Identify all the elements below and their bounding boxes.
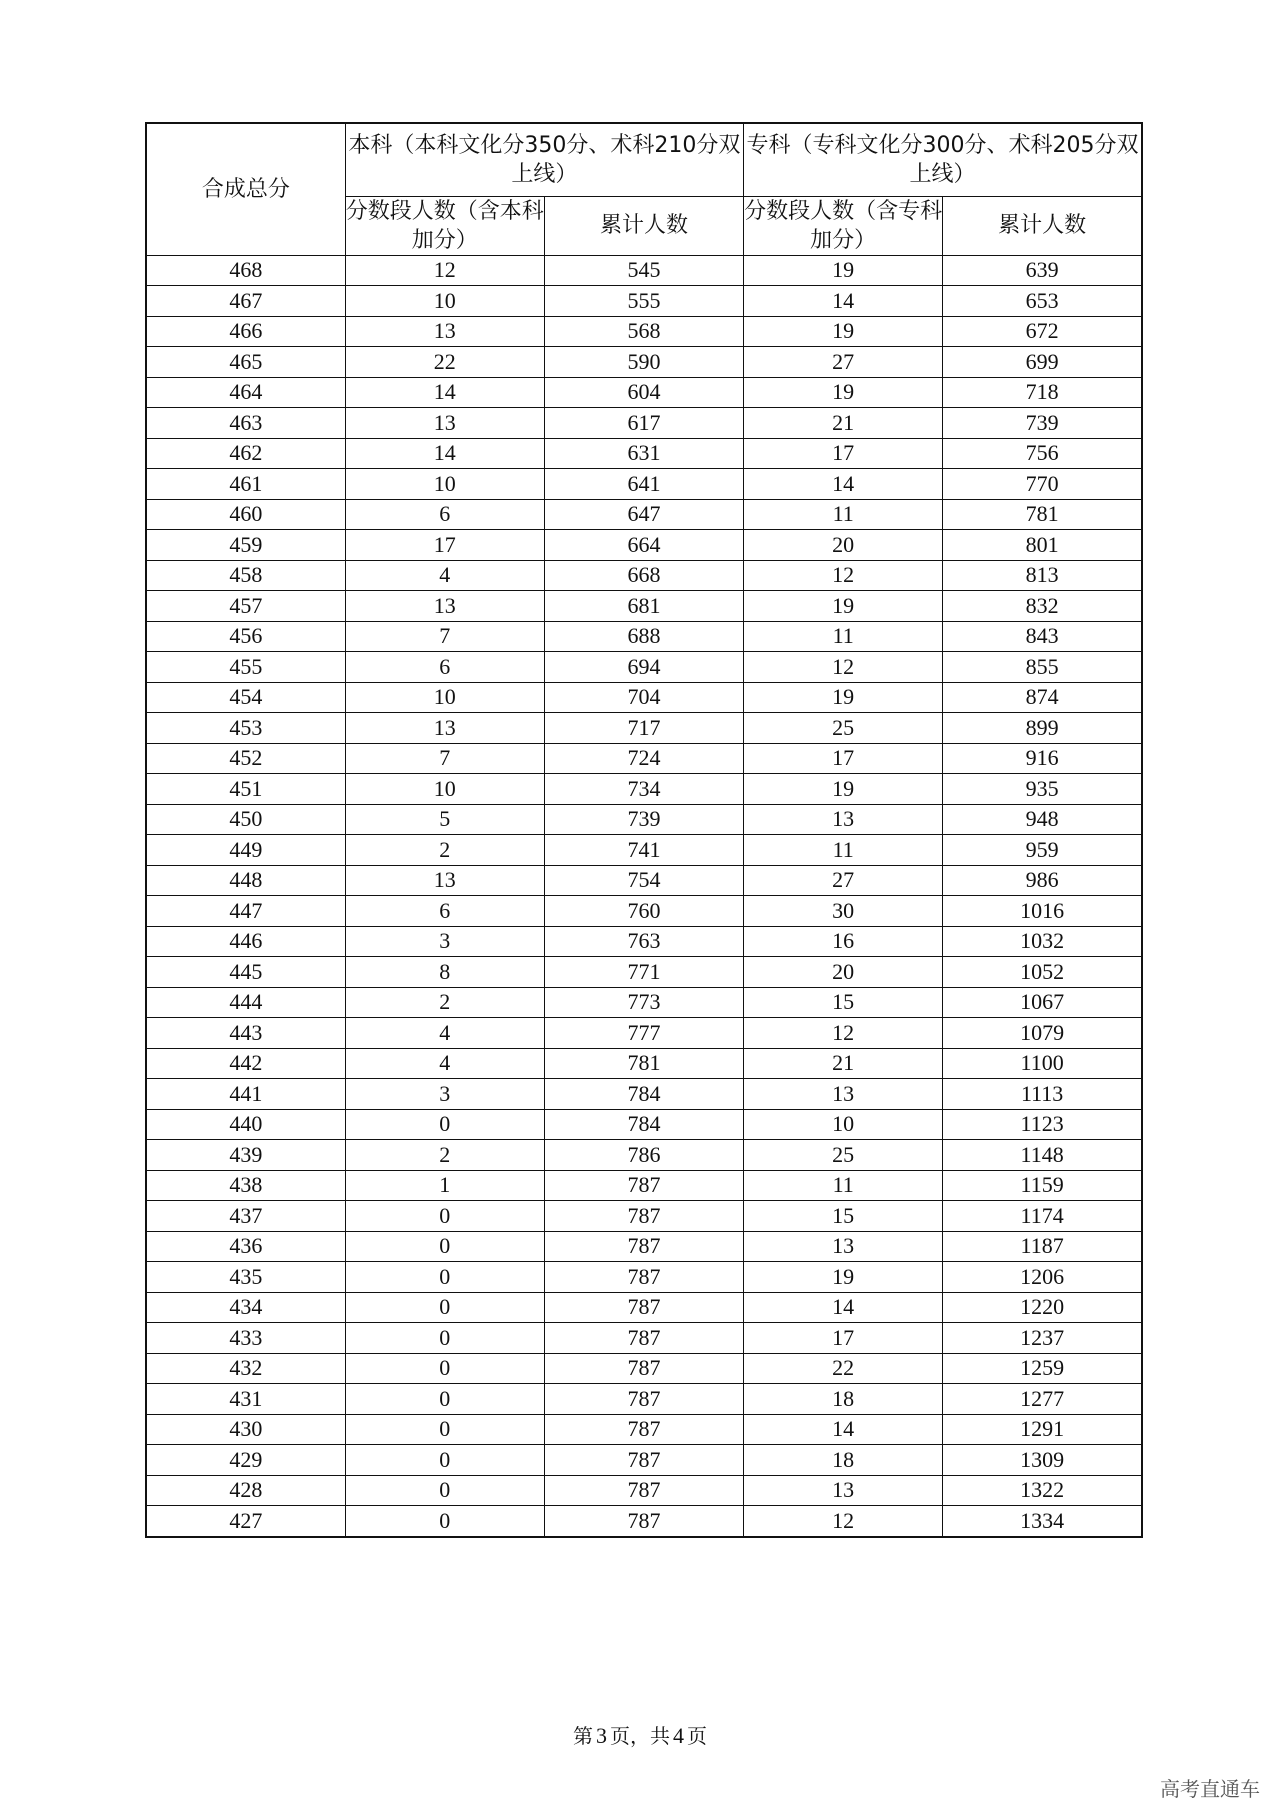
cell-score: 431 xyxy=(146,1384,345,1415)
cell-zhuanke-cumulative: 718 xyxy=(943,377,1142,408)
cell-zhuanke-segment: 12 xyxy=(744,1018,943,1049)
cell-benke-segment: 10 xyxy=(345,469,544,500)
cell-zhuanke-segment: 13 xyxy=(744,1231,943,1262)
table-row xyxy=(146,896,1142,927)
cell-score: 463 xyxy=(146,408,345,439)
cell-benke-segment: 7 xyxy=(345,743,544,774)
cell-zhuanke-cumulative: 770 xyxy=(943,469,1142,500)
cell-benke-segment: 0 xyxy=(345,1292,544,1323)
table-header xyxy=(146,123,1142,255)
cell-benke-cumulative: 786 xyxy=(544,1140,743,1171)
cell-score: 441 xyxy=(146,1079,345,1110)
cell-zhuanke-cumulative: 832 xyxy=(943,591,1142,622)
header-zhuanke-segment: 分数段人数（含专科加分） xyxy=(744,196,943,255)
cell-zhuanke-cumulative: 1237 xyxy=(943,1323,1142,1354)
cell-zhuanke-cumulative: 1206 xyxy=(943,1262,1142,1293)
cell-zhuanke-segment: 19 xyxy=(744,255,943,286)
cell-score: 435 xyxy=(146,1262,345,1293)
cell-score: 447 xyxy=(146,896,345,927)
cell-benke-cumulative: 568 xyxy=(544,316,743,347)
table-row xyxy=(146,408,1142,439)
header-benke-segment: 分数段人数（含本科加分） xyxy=(345,196,544,255)
cell-score: 462 xyxy=(146,438,345,469)
header-benke-cumulative: 累计人数 xyxy=(544,196,743,255)
cell-zhuanke-cumulative: 1334 xyxy=(943,1506,1142,1537)
cell-score: 468 xyxy=(146,255,345,286)
cell-zhuanke-cumulative: 1148 xyxy=(943,1140,1142,1171)
cell-zhuanke-segment: 27 xyxy=(744,347,943,378)
cell-score: 460 xyxy=(146,499,345,530)
table-row xyxy=(146,652,1142,683)
table-row xyxy=(146,1384,1142,1415)
cell-zhuanke-segment: 18 xyxy=(744,1384,943,1415)
cell-zhuanke-segment: 21 xyxy=(744,1048,943,1079)
table-row xyxy=(146,1414,1142,1445)
table-row xyxy=(146,1353,1142,1384)
cell-benke-segment: 6 xyxy=(345,896,544,927)
table-row xyxy=(146,1079,1142,1110)
cell-benke-cumulative: 787 xyxy=(544,1506,743,1537)
cell-benke-segment: 4 xyxy=(345,1048,544,1079)
cell-zhuanke-cumulative: 916 xyxy=(943,743,1142,774)
footer-total-pages: 4 xyxy=(673,1723,684,1748)
cell-benke-segment: 22 xyxy=(345,347,544,378)
cell-benke-segment: 3 xyxy=(345,1079,544,1110)
cell-benke-cumulative: 777 xyxy=(544,1018,743,1049)
cell-zhuanke-cumulative: 1067 xyxy=(943,987,1142,1018)
cell-zhuanke-cumulative: 1032 xyxy=(943,926,1142,957)
cell-benke-cumulative: 781 xyxy=(544,1048,743,1079)
cell-score: 455 xyxy=(146,652,345,683)
cell-score: 464 xyxy=(146,377,345,408)
cell-zhuanke-segment: 17 xyxy=(744,1323,943,1354)
cell-zhuanke-segment: 11 xyxy=(744,621,943,652)
cell-benke-cumulative: 734 xyxy=(544,774,743,805)
page-footer xyxy=(0,1720,1280,1749)
cell-zhuanke-segment: 12 xyxy=(744,1506,943,1537)
table-row xyxy=(146,1292,1142,1323)
cell-benke-cumulative: 688 xyxy=(544,621,743,652)
cell-zhuanke-segment: 13 xyxy=(744,1475,943,1506)
cell-benke-segment: 8 xyxy=(345,957,544,988)
cell-score: 436 xyxy=(146,1231,345,1262)
cell-benke-cumulative: 664 xyxy=(544,530,743,561)
cell-zhuanke-cumulative: 1016 xyxy=(943,896,1142,927)
cell-zhuanke-cumulative: 1291 xyxy=(943,1414,1142,1445)
table-row xyxy=(146,438,1142,469)
cell-score: 449 xyxy=(146,835,345,866)
cell-zhuanke-cumulative: 948 xyxy=(943,804,1142,835)
table-row xyxy=(146,1048,1142,1079)
cell-zhuanke-segment: 27 xyxy=(744,865,943,896)
cell-benke-segment: 5 xyxy=(345,804,544,835)
cell-zhuanke-segment: 20 xyxy=(744,957,943,988)
cell-benke-segment: 0 xyxy=(345,1445,544,1476)
cell-benke-segment: 14 xyxy=(345,438,544,469)
cell-zhuanke-cumulative: 1174 xyxy=(943,1201,1142,1232)
cell-zhuanke-segment: 17 xyxy=(744,743,943,774)
cell-zhuanke-cumulative: 1100 xyxy=(943,1048,1142,1079)
cell-zhuanke-segment: 11 xyxy=(744,499,943,530)
cell-score: 444 xyxy=(146,987,345,1018)
cell-benke-segment: 13 xyxy=(345,316,544,347)
cell-score: 446 xyxy=(146,926,345,957)
cell-score: 450 xyxy=(146,804,345,835)
table-row xyxy=(146,286,1142,317)
cell-benke-cumulative: 668 xyxy=(544,560,743,591)
cell-zhuanke-cumulative: 986 xyxy=(943,865,1142,896)
table-row xyxy=(146,1018,1142,1049)
cell-zhuanke-cumulative: 1123 xyxy=(943,1109,1142,1140)
cell-zhuanke-cumulative: 672 xyxy=(943,316,1142,347)
cell-zhuanke-cumulative: 1259 xyxy=(943,1353,1142,1384)
cell-benke-cumulative: 787 xyxy=(544,1170,743,1201)
cell-score: 427 xyxy=(146,1506,345,1537)
cell-benke-segment: 13 xyxy=(345,865,544,896)
cell-zhuanke-segment: 16 xyxy=(744,926,943,957)
cell-zhuanke-cumulative: 935 xyxy=(943,774,1142,805)
cell-zhuanke-cumulative: 1187 xyxy=(943,1231,1142,1262)
cell-zhuanke-segment: 14 xyxy=(744,1414,943,1445)
cell-zhuanke-cumulative: 781 xyxy=(943,499,1142,530)
table-row xyxy=(146,743,1142,774)
cell-benke-segment: 13 xyxy=(345,408,544,439)
table-row xyxy=(146,591,1142,622)
footer-current-page: 3 xyxy=(596,1723,607,1748)
cell-zhuanke-segment: 13 xyxy=(744,1079,943,1110)
cell-benke-segment: 0 xyxy=(345,1384,544,1415)
cell-benke-segment: 0 xyxy=(345,1506,544,1537)
cell-zhuanke-cumulative: 843 xyxy=(943,621,1142,652)
footer-suffix: 页 xyxy=(687,1724,707,1748)
cell-zhuanke-segment: 14 xyxy=(744,1292,943,1323)
cell-score: 465 xyxy=(146,347,345,378)
cell-benke-segment: 0 xyxy=(345,1414,544,1445)
cell-zhuanke-segment: 25 xyxy=(744,1140,943,1171)
header-benke-group-text: 本科（本科文化分350分、术科210分双上线） xyxy=(348,132,741,187)
cell-score: 467 xyxy=(146,286,345,317)
cell-score: 440 xyxy=(146,1109,345,1140)
cell-score: 456 xyxy=(146,621,345,652)
cell-benke-cumulative: 787 xyxy=(544,1231,743,1262)
cell-zhuanke-cumulative: 1277 xyxy=(943,1384,1142,1415)
cell-score: 448 xyxy=(146,865,345,896)
cell-benke-cumulative: 545 xyxy=(544,255,743,286)
cell-zhuanke-cumulative: 801 xyxy=(943,530,1142,561)
cell-benke-segment: 0 xyxy=(345,1323,544,1354)
cell-score: 451 xyxy=(146,774,345,805)
cell-benke-segment: 10 xyxy=(345,286,544,317)
cell-benke-cumulative: 704 xyxy=(544,682,743,713)
cell-zhuanke-cumulative: 1113 xyxy=(943,1079,1142,1110)
cell-zhuanke-segment: 13 xyxy=(744,804,943,835)
cell-zhuanke-segment: 19 xyxy=(744,591,943,622)
cell-benke-segment: 3 xyxy=(345,926,544,957)
cell-benke-cumulative: 694 xyxy=(544,652,743,683)
cell-zhuanke-cumulative: 1322 xyxy=(943,1475,1142,1506)
header-zhuanke-cumulative: 累计人数 xyxy=(943,196,1142,255)
header-zhuanke-group-text: 专科（专科文化分300分、术科205分双上线） xyxy=(746,132,1139,187)
cell-zhuanke-segment: 30 xyxy=(744,896,943,927)
table-row xyxy=(146,469,1142,500)
cell-score: 434 xyxy=(146,1292,345,1323)
table-row xyxy=(146,621,1142,652)
table-row xyxy=(146,560,1142,591)
header-group-row xyxy=(146,123,1142,196)
cell-benke-cumulative: 741 xyxy=(544,835,743,866)
cell-zhuanke-segment: 25 xyxy=(744,713,943,744)
header-zhuanke-group xyxy=(744,123,1142,196)
cell-score: 430 xyxy=(146,1414,345,1445)
table-row xyxy=(146,987,1142,1018)
cell-zhuanke-cumulative: 874 xyxy=(943,682,1142,713)
cell-score: 437 xyxy=(146,1201,345,1232)
cell-benke-cumulative: 617 xyxy=(544,408,743,439)
footer-middle: 页，共 xyxy=(610,1724,670,1748)
table-body xyxy=(146,255,1142,1537)
cell-benke-cumulative: 681 xyxy=(544,591,743,622)
cell-zhuanke-segment: 22 xyxy=(744,1353,943,1384)
cell-score: 454 xyxy=(146,682,345,713)
table-row xyxy=(146,774,1142,805)
cell-benke-cumulative: 604 xyxy=(544,377,743,408)
cell-zhuanke-segment: 12 xyxy=(744,560,943,591)
cell-benke-segment: 0 xyxy=(345,1201,544,1232)
cell-score: 443 xyxy=(146,1018,345,1049)
cell-benke-cumulative: 754 xyxy=(544,865,743,896)
cell-benke-cumulative: 717 xyxy=(544,713,743,744)
cell-benke-segment: 0 xyxy=(345,1353,544,1384)
cell-zhuanke-segment: 14 xyxy=(744,469,943,500)
cell-benke-cumulative: 763 xyxy=(544,926,743,957)
cell-zhuanke-segment: 15 xyxy=(744,1201,943,1232)
cell-benke-cumulative: 631 xyxy=(544,438,743,469)
cell-score: 439 xyxy=(146,1140,345,1171)
table-row xyxy=(146,1201,1142,1232)
table-row xyxy=(146,804,1142,835)
cell-benke-cumulative: 784 xyxy=(544,1109,743,1140)
cell-benke-segment: 0 xyxy=(345,1262,544,1293)
cell-zhuanke-cumulative: 699 xyxy=(943,347,1142,378)
table-row xyxy=(146,926,1142,957)
cell-benke-segment: 1 xyxy=(345,1170,544,1201)
cell-benke-cumulative: 641 xyxy=(544,469,743,500)
cell-zhuanke-cumulative: 855 xyxy=(943,652,1142,683)
cell-benke-cumulative: 647 xyxy=(544,499,743,530)
cell-score: 429 xyxy=(146,1445,345,1476)
cell-benke-segment: 0 xyxy=(345,1231,544,1262)
table-row xyxy=(146,255,1142,286)
header-benke-group xyxy=(345,123,743,196)
cell-benke-segment: 4 xyxy=(345,1018,544,1049)
cell-benke-cumulative: 787 xyxy=(544,1262,743,1293)
cell-zhuanke-segment: 10 xyxy=(744,1109,943,1140)
cell-zhuanke-segment: 14 xyxy=(744,286,943,317)
cell-score: 458 xyxy=(146,560,345,591)
table-row xyxy=(146,1109,1142,1140)
cell-benke-segment: 0 xyxy=(345,1109,544,1140)
score-distribution-table xyxy=(145,122,1143,1538)
cell-zhuanke-cumulative: 739 xyxy=(943,408,1142,439)
cell-benke-cumulative: 787 xyxy=(544,1353,743,1384)
cell-zhuanke-segment: 19 xyxy=(744,1262,943,1293)
cell-benke-segment: 2 xyxy=(345,1140,544,1171)
cell-benke-cumulative: 724 xyxy=(544,743,743,774)
cell-benke-cumulative: 787 xyxy=(544,1475,743,1506)
cell-benke-segment: 17 xyxy=(345,530,544,561)
cell-score: 453 xyxy=(146,713,345,744)
table-row xyxy=(146,530,1142,561)
cell-benke-segment: 13 xyxy=(345,713,544,744)
cell-zhuanke-cumulative: 1159 xyxy=(943,1170,1142,1201)
cell-benke-cumulative: 590 xyxy=(544,347,743,378)
cell-benke-segment: 13 xyxy=(345,591,544,622)
cell-score: 452 xyxy=(146,743,345,774)
cell-benke-segment: 12 xyxy=(345,255,544,286)
cell-score: 432 xyxy=(146,1353,345,1384)
cell-zhuanke-segment: 12 xyxy=(744,652,943,683)
table-row xyxy=(146,1323,1142,1354)
cell-zhuanke-segment: 11 xyxy=(744,835,943,866)
cell-benke-cumulative: 771 xyxy=(544,957,743,988)
cell-benke-cumulative: 787 xyxy=(544,1292,743,1323)
table-row xyxy=(146,1506,1142,1537)
cell-benke-segment: 10 xyxy=(345,682,544,713)
table-row xyxy=(146,865,1142,896)
cell-benke-cumulative: 787 xyxy=(544,1323,743,1354)
cell-zhuanke-cumulative: 1079 xyxy=(943,1018,1142,1049)
cell-score: 445 xyxy=(146,957,345,988)
cell-score: 438 xyxy=(146,1170,345,1201)
cell-benke-segment: 6 xyxy=(345,652,544,683)
header-score: 合成总分 xyxy=(146,123,345,255)
cell-benke-cumulative: 784 xyxy=(544,1079,743,1110)
cell-benke-segment: 6 xyxy=(345,499,544,530)
cell-score: 466 xyxy=(146,316,345,347)
cell-zhuanke-segment: 19 xyxy=(744,316,943,347)
table-row xyxy=(146,377,1142,408)
cell-zhuanke-cumulative: 639 xyxy=(943,255,1142,286)
cell-benke-segment: 0 xyxy=(345,1475,544,1506)
cell-zhuanke-cumulative: 1052 xyxy=(943,957,1142,988)
cell-zhuanke-segment: 20 xyxy=(744,530,943,561)
cell-zhuanke-segment: 17 xyxy=(744,438,943,469)
watermark: 高考直通车 xyxy=(1160,1777,1260,1801)
cell-zhuanke-segment: 21 xyxy=(744,408,943,439)
cell-benke-segment: 10 xyxy=(345,774,544,805)
table-row xyxy=(146,499,1142,530)
cell-benke-segment: 4 xyxy=(345,560,544,591)
cell-zhuanke-cumulative: 899 xyxy=(943,713,1142,744)
table-row xyxy=(146,316,1142,347)
cell-benke-cumulative: 787 xyxy=(544,1384,743,1415)
table-row xyxy=(146,682,1142,713)
cell-benke-cumulative: 787 xyxy=(544,1201,743,1232)
table-row xyxy=(146,1170,1142,1201)
cell-zhuanke-cumulative: 1309 xyxy=(943,1445,1142,1476)
cell-benke-cumulative: 787 xyxy=(544,1414,743,1445)
cell-score: 433 xyxy=(146,1323,345,1354)
cell-zhuanke-segment: 11 xyxy=(744,1170,943,1201)
cell-benke-cumulative: 760 xyxy=(544,896,743,927)
cell-benke-cumulative: 787 xyxy=(544,1445,743,1476)
table-row xyxy=(146,1475,1142,1506)
table-row xyxy=(146,713,1142,744)
table-row xyxy=(146,1445,1142,1476)
cell-benke-cumulative: 555 xyxy=(544,286,743,317)
cell-zhuanke-segment: 15 xyxy=(744,987,943,1018)
cell-benke-segment: 14 xyxy=(345,377,544,408)
table-row xyxy=(146,347,1142,378)
cell-zhuanke-cumulative: 1220 xyxy=(943,1292,1142,1323)
footer-prefix: 第 xyxy=(573,1724,593,1748)
table-row xyxy=(146,1231,1142,1262)
cell-zhuanke-segment: 19 xyxy=(744,377,943,408)
cell-zhuanke-segment: 19 xyxy=(744,682,943,713)
cell-zhuanke-segment: 19 xyxy=(744,774,943,805)
cell-zhuanke-cumulative: 756 xyxy=(943,438,1142,469)
table-row xyxy=(146,957,1142,988)
table-row xyxy=(146,1140,1142,1171)
cell-score: 428 xyxy=(146,1475,345,1506)
table-row xyxy=(146,835,1142,866)
cell-zhuanke-cumulative: 813 xyxy=(943,560,1142,591)
cell-benke-cumulative: 773 xyxy=(544,987,743,1018)
cell-benke-cumulative: 739 xyxy=(544,804,743,835)
cell-benke-segment: 2 xyxy=(345,835,544,866)
cell-zhuanke-cumulative: 959 xyxy=(943,835,1142,866)
cell-benke-segment: 7 xyxy=(345,621,544,652)
cell-zhuanke-segment: 18 xyxy=(744,1445,943,1476)
cell-benke-segment: 2 xyxy=(345,987,544,1018)
cell-score: 459 xyxy=(146,530,345,561)
cell-zhuanke-cumulative: 653 xyxy=(943,286,1142,317)
cell-score: 442 xyxy=(146,1048,345,1079)
cell-score: 461 xyxy=(146,469,345,500)
table-row xyxy=(146,1262,1142,1293)
cell-score: 457 xyxy=(146,591,345,622)
